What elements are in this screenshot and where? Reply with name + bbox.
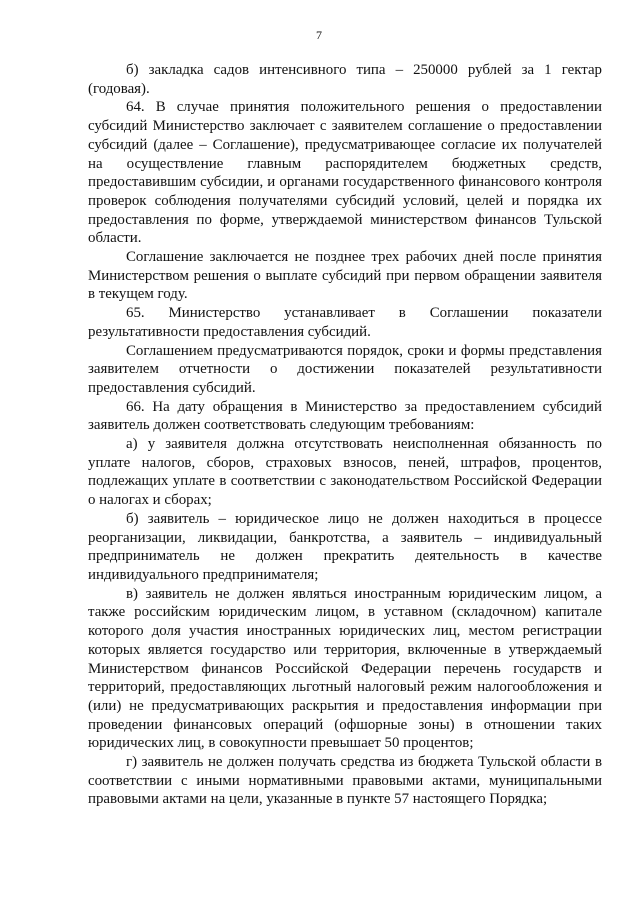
paragraph-agreement-deadline: Соглашение заключается не позднее трех рабочих дней после принятия Министерством решения о выплате субсидий при первом обращении заявителя в текущем году.	[88, 249, 602, 303]
paragraph-reporting: Соглашением предусматриваются порядок, сроки и формы представления заявителем отчетности о достижении показателей результативности предоставления субсидий.	[88, 342, 602, 396]
paragraph-65: 65. Министерство устанавливает в Соглашении показатели результативности предоставления субсидий.	[88, 305, 602, 340]
page-number: 7	[316, 28, 322, 42]
document-body	[88, 61, 602, 809]
paragraph-66-b: б) заявитель – юридическое лицо не должен находиться в процессе реорганизации, ликвидации, банкротства, а заявитель – индивидуальный предприниматель не должен прекратить деятельность в качестве индивидуального предпринимателя;	[88, 510, 602, 583]
paragraph-66-g: г) заявитель не должен получать средства из бюджета Тульской области в соответствии с иными нормативными правовыми актами, муниципальными правовыми актами на цели, указанные в пункте 57 настоящего Порядка;	[88, 754, 602, 808]
paragraph-b-orchard-rate: б) закладка садов интенсивного типа – 250000 рублей за 1 гектар (годовая).	[88, 62, 602, 97]
paragraph-66: 66. На дату обращения в Министерство за предоставлением субсидий заявитель должен соответствовать следующим требованиям:	[88, 398, 602, 434]
paragraph-66-a: а) у заявителя должна отсутствовать неисполненная обязанность по уплате налогов, сборов, страховых взносов, пеней, штрафов, процентов, подлежащих уплате в соответствии с законодательством Российской Федерации о налогах и сборах;	[88, 436, 602, 509]
paragraph-66-v: в) заявитель не должен являться иностранным юридическим лицом, а также российским юридическим лицом, в уставном (складочном) капитале которого доля участия иностранных юридических лиц, местом регистрации которых является государство или территория, включенные в утверждаемый Министерством финансов Российской Федерации перечень государств и территорий, предоставляющих льготный налоговый режим налогообложения и (или) не предусматривающих раскрытия и предоставления информации при проведении финансовых операций (офшорные зоны) в отношении таких юридических лиц, в совокупности превышает 50 процентов;	[88, 585, 602, 752]
paragraph-64: 64. В случае принятия положительного решения о предоставлении субсидий Министерство заключает с заявителем соглашение о предоставлении субсидий (далее – Соглашение), предусматривающее согласие их получателей на осуществление главным распорядителем бюджетных средств, предоставившим субсидии, и органами государственного финансового контроля проверок соблюдения получателями субсидий условий, целей и порядка их предоставления по форме, утверждаемой министерством финансов Тульской области.	[88, 99, 602, 247]
